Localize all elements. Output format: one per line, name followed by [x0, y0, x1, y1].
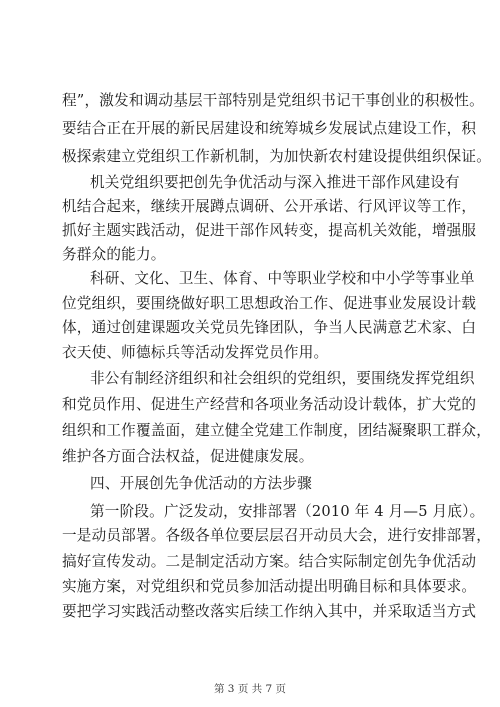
text-line-13: 和党员作用、促进生产经营和各项业务活动设计载体，扩大党的 — [62, 396, 477, 413]
text-line-4: 机关党组织要把创先争优活动与深入推进干部作风建设有 — [90, 174, 460, 191]
text-line-21: 要把学习实践活动整改落实后续工作纳入其中，并采取适当方式 — [62, 603, 477, 620]
text-line-14: 组织和工作覆盖面，建立健全党建工作制度，团结凝聚职工群众， — [62, 422, 492, 439]
text-line-7: 务群众的能力。 — [62, 246, 166, 263]
text-line-17: 第一阶段。广泛发动，安排部署（2010 年 4 月—5 月底）。 — [90, 503, 485, 520]
text-line-8: 科研、文化、卫生、体育、中等职业学校和中小学等事业单 — [90, 270, 475, 287]
text-line-1: 程”，激发和调动基层干部特别是党组织书记干事创业的积极性。 — [62, 92, 484, 109]
text-line-20: 实施方案，对党组织和党员参加活动提出明确目标和具体要求。 — [62, 578, 477, 595]
text-line-12: 非公有制经济组织和社会组织的党组织，要围绕发挥党组织 — [90, 370, 475, 387]
text-line-18: 一是动员部署。各级各单位要层层召开动员大会，进行安排部署， — [62, 527, 492, 544]
text-line-15: 维护各方面合法权益，促进健康发展。 — [62, 448, 314, 465]
text-line-6: 抓好主题实践活动，促进干部作风转变，提高机关效能，增强服 — [62, 222, 477, 239]
text-line-10: 体，通过创建课题攻关党员先锋团队，争当人民满意艺术家、白 — [62, 319, 477, 336]
text-line-5: 机结合起来，继续开展蹲点调研、公开承诺、行风评议等工作， — [62, 198, 477, 215]
text-line-2: 要结合正在开展的新民居建设和统筹城乡发展试点建设工作，积 — [62, 120, 477, 137]
page-footer: 第 3 页 共 7 页 — [213, 683, 287, 695]
text-line-11: 衣天使、师德标兵等活动发挥党员作用。 — [62, 344, 329, 361]
text-line-9: 位党组织，要围绕做好职工思想政治工作、促进事业发展设计载 — [62, 295, 477, 312]
section-heading: 四、开展创先争优活动的方法步骤 — [90, 475, 312, 492]
text-line-19: 搞好宣传发动。二是制定活动方案。结合实际制定创先争优活动 — [62, 553, 477, 570]
text-line-3: 极探索建立党组织工作新机制，为加快新农村建设提供组织保证。 — [62, 148, 492, 165]
